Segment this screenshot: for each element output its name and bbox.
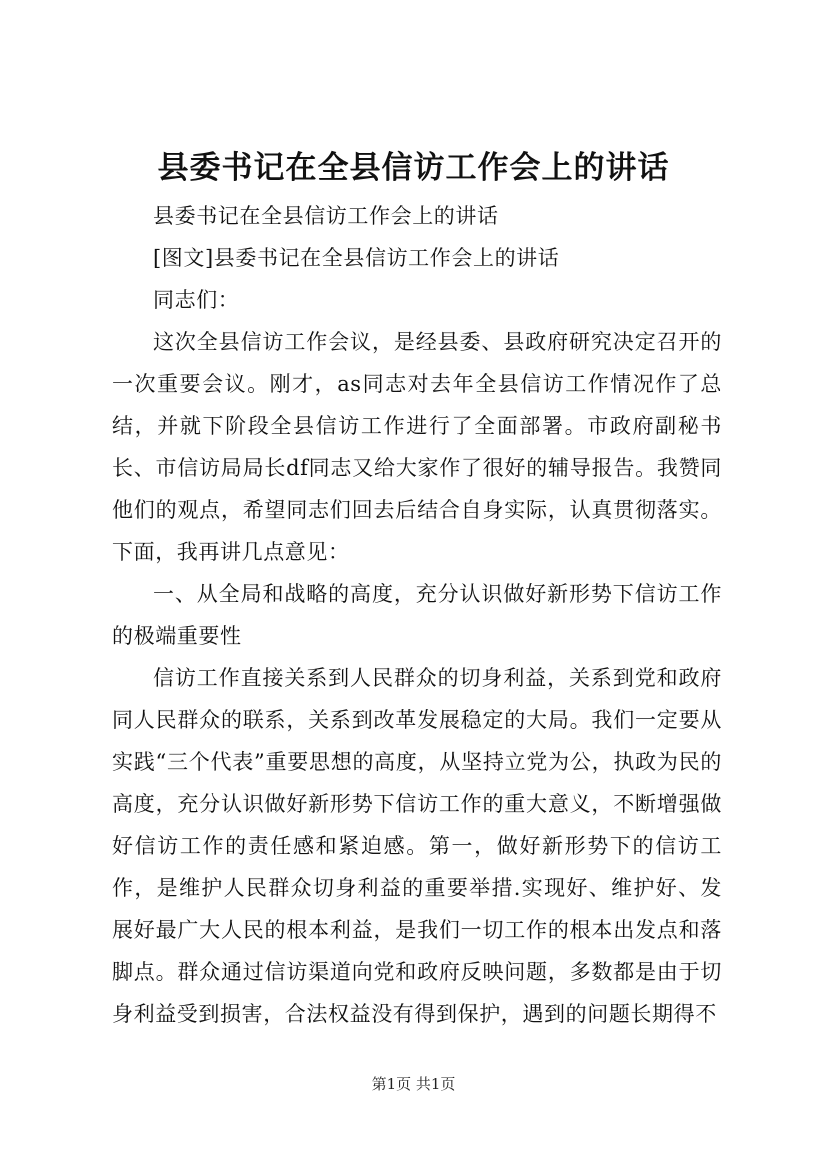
salutation-paragraph: 同志们： <box>153 288 240 312</box>
document-title: 县委书记在全县信访工作会上的讲话 <box>157 150 670 186</box>
body-paragraph: 信访工作直接关系到人民群众的切身利益，关系到党和政府同人民群众的联系，关系到改革发展稳定的大局。我们一定要从实践“三个代表”重要思想的高度，从坚持立党为公，执政为民的高度，充分认识做好新形势下信访工作的重大意义，不断增强做好信访工作的责任感和紧迫感。第一，做好新形势下的信访工作，是维护人民群众切身利益的重要举措.实现好、维护好、发展好最广大人民的根本利益，是我们一切工作的根本出发点和落脚点。群众通过信访渠道向党和政府反映问题，多数都是由于切身利益受到损害，合法权益没有得到保护，遇到的问题长期得不 <box>112 666 722 1026</box>
source-paragraph: [图文]县委书记在全县信访工作会上的讲话 <box>153 246 560 270</box>
subtitle-paragraph: 县委书记在全县信访工作会上的讲话 <box>153 204 499 228</box>
document-body <box>112 195 722 1035</box>
page-footer: 第1页 共1页 <box>371 1075 456 1093</box>
intro-paragraph: 这次全县信访工作会议，是经县委、县政府研究决定召开的一次重要会议。刚才，as同志对去年全县信访工作情况作了总结，并就下阶段全县信访工作进行了全面部署。市政府副秘书长、市信访局局长df同志又给大家作了很好的辅导报告。我赞同他们的观点，希望同志们回去后结合自身实际，认真贯彻落实。下面，我再讲几点意见： <box>112 330 722 564</box>
section-heading: 一、从全局和战略的高度，充分认识做好新形势下信访工作的极端重要性 <box>112 582 722 648</box>
